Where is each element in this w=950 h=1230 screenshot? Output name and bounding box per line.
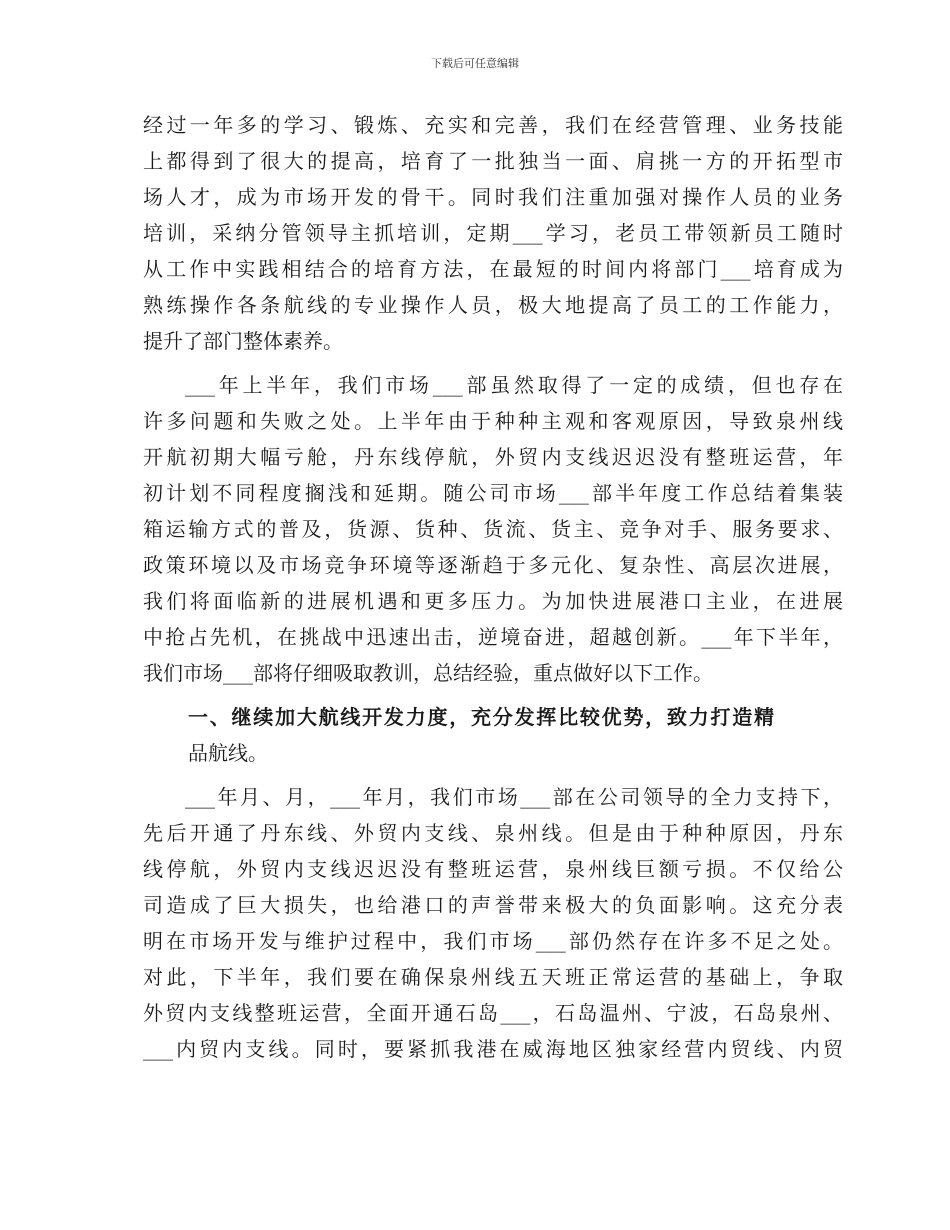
text-line: 我们市场___部将仔细吸取教训，总结经验，重点做好以下工作。 [143,661,713,685]
text-line: 我们将面临新的进展机遇和更多压力。为加快进展港口主业，在进展 [143,589,843,613]
text-line: 提升了部门整体素养。 [143,329,343,353]
text-line: 线停航，外贸内支线迟迟没有整班运营，泉州线巨额亏损。不仅给公 [143,857,843,881]
text-line: 培训，采纳分管领导主抓培训，定期___学习，老员工带领新员工随时 [143,221,843,245]
text-line: 对此，下半年，我们要在确保泉州线五天班正常运营的基础上，争取 [143,965,843,989]
text-line: 许多问题和失败之处。上半年由于种种主观和客观原因，导致泉州线 [143,409,843,433]
text-line: 外贸内支线整班运营，全面开通石岛___，石岛温州、宁波，石岛泉州、 [143,1001,843,1025]
text-line: ___年上半年，我们市场___部虽然取得了一定的成绩，但也存在 [185,373,843,397]
text-line: 先后开通了丹东线、外贸内支线、泉州线。但是由于种种原因，丹东 [143,821,843,845]
text-line: 熟练操作各条航线的专业操作人员，极大地提高了员工的工作能力， [143,293,843,317]
page-header: 下载后可任意编辑 [431,57,519,70]
text-line: 明在市场开发与维护过程中，我们市场___部仍然存在许多不足之处。 [143,929,843,953]
text-line: 初计划不同程度搁浅和延期。随公司市场___部半年度工作总结着集装 [143,481,843,505]
text-line: 箱运输方式的普及，货源、货种、货流、货主、竞争对手、服务要求、 [143,517,843,541]
text-line: 开航初期大幅亏舱，丹东线停航，外贸内支线迟迟没有整班运营，年 [143,445,843,469]
text-line: ___年月、月，___年月，我们市场___部在公司领导的全力支持下， [185,785,843,809]
section-heading: 一、继续加大航线开发力度，充分发挥比较优势，致力打造精 [188,705,774,729]
text-line: ___内贸内支线。同时，要紧抓我港在威海地区独家经营内贸线、内贸 [143,1037,843,1061]
text-line: 中抢占先机，在挑战中迅速出击，逆境奋进，超越创新。___年下半年， [143,625,843,649]
text-line: 经过一年多的学习、锻炼、充实和完善，我们在经营管理、业务技能 [143,113,843,137]
text-line: 上都得到了很大的提高，培育了一批独当一面、肩挑一方的开拓型市 [143,149,843,173]
section-heading-continued: 品航线。 [188,741,268,765]
text-line: 政策环境以及市场竞争环境等逐渐趋于多元化、复杂性、高层次进展， [143,553,843,577]
text-line: 司造成了巨大损失，也给港口的声誉带来极大的负面影响。这充分表 [143,893,843,917]
text-line: 场人才，成为市场开发的骨干。同时我们注重加强对操作人员的业务 [143,185,843,209]
text-line: 从工作中实践相结合的培育方法，在最短的时间内将部门___培育成为 [143,257,843,281]
